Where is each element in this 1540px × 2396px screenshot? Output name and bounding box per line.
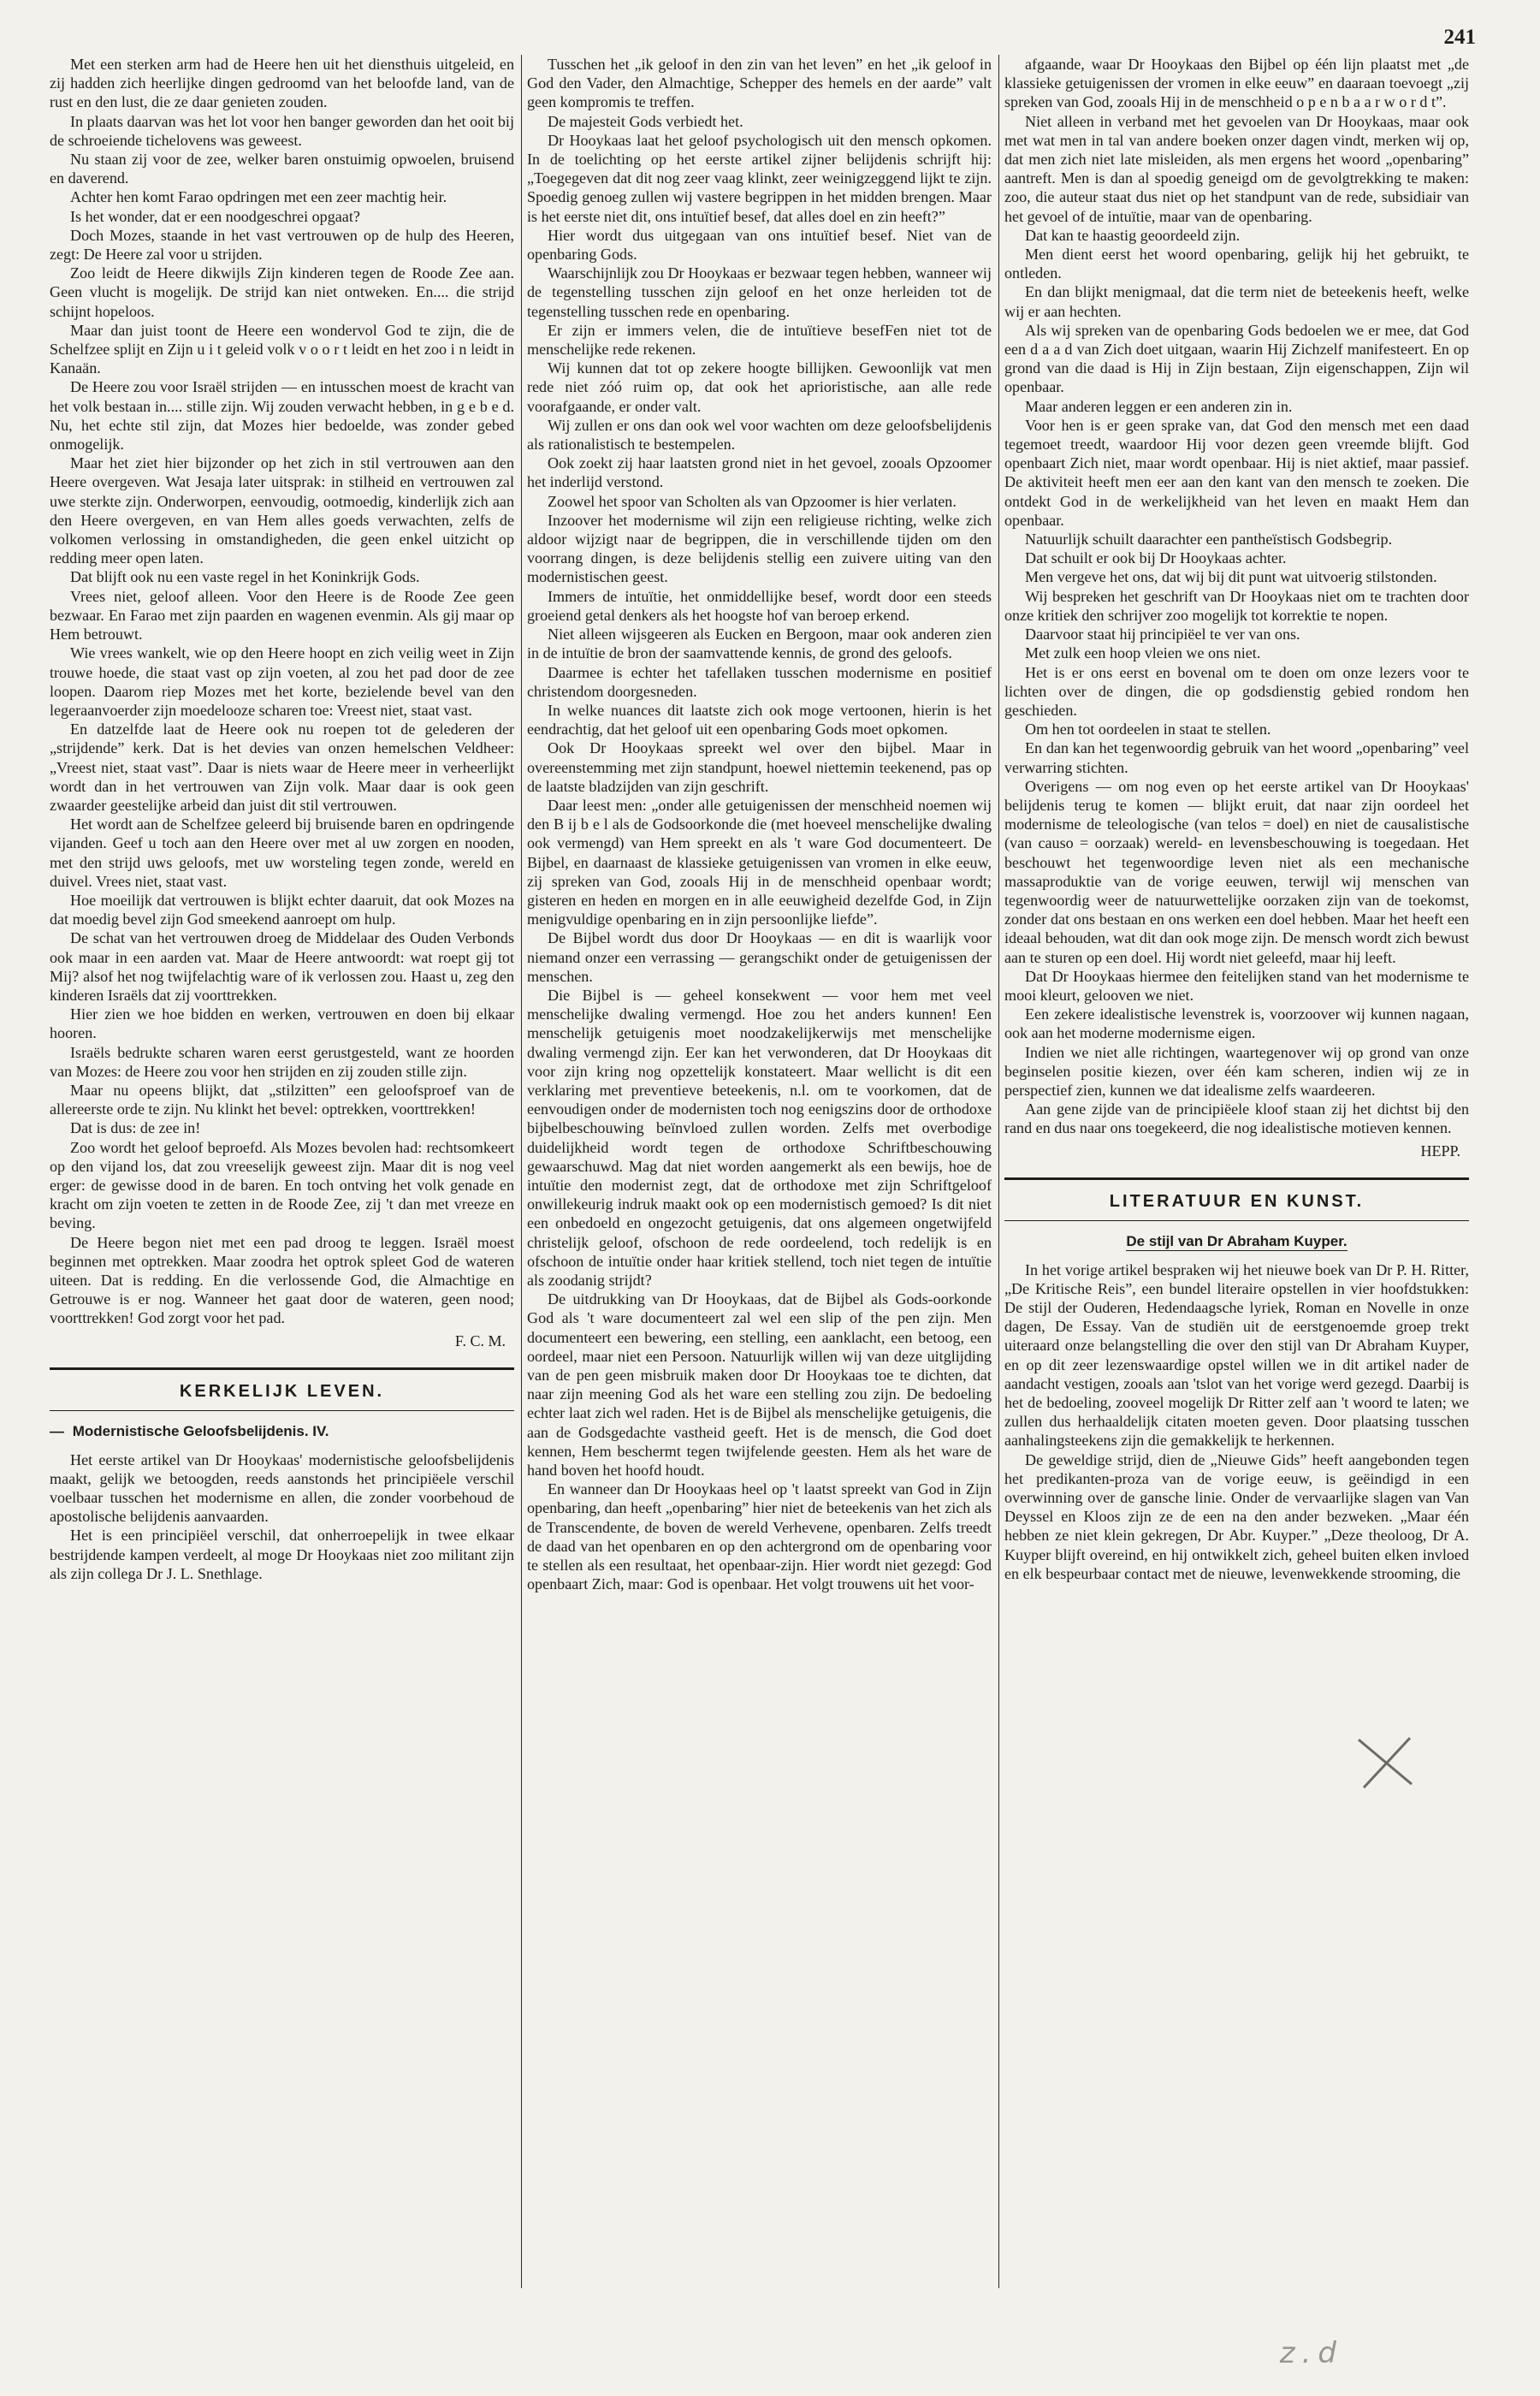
paragraph: Een zekere idealistische levenstrek is, voorzoover wij kunnen nagaan, ook aan het moderne modernisme eigen.	[1004, 1005, 1469, 1042]
sub-heading-text: De stijl van Dr Abraham Kuyper.	[1126, 1232, 1348, 1249]
paragraph: Dat kan te haastig geoordeeld zijn.	[1025, 226, 1241, 244]
paragraph: De Heere begon niet met een pad droog te leggen. Israël moest beginnen met optrekken. Maar zoodra het optrok spleet God de wateren uiteen. Dat is redding. En die verlossende God, die Almachtige en Getrouwe is er nog. Wanneer het gaat door de wateren, geen nood; voorttrekken! God zorgt voor het pad.	[50, 1233, 514, 1327]
paragraph: En dan kan het tegenwoordig gebruik van het woord „openbaring” veel verwarring stichten.	[1004, 739, 1469, 776]
paragraph: Wie vrees wankelt, wie op den Heere hoopt en zich veilig weet in Zijn trouwe hoede, die staat vast op zijn voeten, al zou het pad door de zee loopen. Daarom riep Mozes met het korte, bezielende bevel van den legeraanvoerder zijn moedelooze scharen toe: Vreest niet, staat vast.	[50, 644, 514, 719]
paragraph: Doch Mozes, staande in het vast vertrouwen op de hulp des Heeren, zegt: De Heere zal voor u strijden.	[50, 226, 514, 264]
paragraph: Men vergeve het ons, dat wij bij dit punt wat uitvoerig stilstonden.	[1025, 568, 1437, 586]
paragraph: Immers de intuïtie, het onmiddellijke besef, wordt door een steeds groeiend getal denkers als het hoogste hof van beroep erkend.	[527, 587, 992, 624]
paragraph: Hier zien we hoe bidden en werken, vertrouwen en doen bij elkaar hooren.	[50, 1005, 514, 1042]
margin-note: z.d	[1279, 2336, 1343, 2370]
paragraph: De Bijbel wordt dus door Dr Hooykaas — en dit is waarlijk voor niemand onzer een verrassing — gerangschikt onder de getuigenissen der menschen.	[527, 929, 992, 985]
paragraph: Hier wordt dus uitgegaan van ons intuïtief besef. Niet van de openbaring Gods.	[527, 226, 992, 264]
paragraph: Maar het ziet hier bijzonder op het zich in stil vertrouwen aan den Heere overgeven. Wat Jesaja later uitsprak: in stilheid en vertrouwen zal uwe sterkte zijn. Onderworpen, eenvoudig, ootmoedig, kinderlijk zich aan den Heere overgeven, en van Hem alles goeds verwachten, zelfs de volkomen verlossing in omstandigheden, die geen enkel uitzicht op redding meer open laten.	[50, 454, 514, 567]
page-number: 241	[1443, 26, 1476, 49]
paragraph: Wij zullen er ons dan ook wel voor wachten om deze geloofsbelijdenis als rationalistisch te bestempelen.	[527, 416, 992, 454]
paragraph: Het wordt aan de Schelfzee geleerd bij bruisende baren en opdringende vijanden. Geef u toch aan den Heere over met al uw zorgen en nooden, met den strijd uws geloofs, met uw worsteling tegen zonde, wereld en duivel. Vrees niet, staat vast.	[50, 815, 514, 890]
paragraph: Hoe moeilijk dat vertrouwen is blijkt echter daaruit, dat ook Mozes na dat moedig bevel zijn God smeekend aanroept om hulp.	[50, 891, 514, 928]
paragraph: Er zijn er immers velen, die de intuïtieve besefFen niet tot de menschelijke rede rekenen.	[527, 321, 992, 359]
paragraph: Israëls bedrukte scharen waren eerst gerustgesteld, want ze hoorden van Mozes: de Heere zou voor hen strijden en zij zouden stille zijn.	[50, 1043, 514, 1080]
section-rule-thin	[50, 1410, 514, 1411]
column-3	[1004, 55, 1469, 2348]
column-3-paragraphs	[1004, 55, 1469, 1138]
paragraph: Zoo leidt de Heere dikwijls Zijn kinderen tegen de Roode Zee aan. Geen vlucht is mogelijk. De strijd kan niet ontweken. En.... die strijd schijnt hopeloos.	[50, 264, 514, 320]
paragraph: Nu staan zij voor de zee, welker baren onstuimig opwoelen, bruisend en daverend.	[50, 151, 514, 187]
column-1	[50, 55, 514, 2348]
column-2-paragraphs	[527, 55, 992, 1593]
paragraph: Om hen tot oordeelen in staat te stellen.	[1025, 721, 1271, 738]
paragraph: Daarvoor staat hij principiëel te ver van ons.	[1025, 626, 1300, 643]
section-rule	[1004, 1177, 1469, 1180]
column-2	[527, 55, 992, 2348]
paragraph: Met een sterken arm had de Heere hen uit het diensthuis uitgeleid, en zij hadden zich heerlijke dingen gedroomd van het beloofde land, van de rust en den lust, die ze daar genieten zouden.	[50, 56, 514, 111]
paragraph: Achter hen komt Farao opdringen met een zeer machtig heir.	[70, 188, 447, 206]
paragraph: Het eerste artikel van Dr Hooykaas' modernistische geloofsbelijdenis maakt, gelijk we betoogden, reeds aanstonds het principiëele verschil voelbaar tusschen het modernisme en allen, die zonder voorbehoud de apostolische belijdenis aanvaarden.	[50, 1450, 514, 1526]
paragraph: De majesteit Gods verbiedt het.	[548, 112, 743, 130]
sub-heading-text: Modernistische Geloofsbelijdenis. IV.	[72, 1422, 329, 1439]
column-1-paragraphs	[50, 55, 514, 1328]
paragraph: En dan blijkt menigmaal, dat die term niet de beteekenis heeft, welke wij er aan hechten.	[1004, 283, 1469, 320]
paragraph: En datzelfde laat de Heere ook nu roepen tot de gelederen der „strijdende” kerk. Dat is het devies van onzen hemelschen Veldheer: „Vreest niet, staat vast”. Daar is niets waar de Heere meer in verheerlijkt wordt dan in het vertrouwen van Zijn volk. Maar daar is ook geen zwaarder geestelijke arbeid dan juist dit stil vertrouwen.	[50, 721, 514, 814]
paragraph: In welke nuances dit laatste zich ook moge vertoonen, hierin is het eendrachtig, dat het geloof uit een openbaring Gods moet opkomen.	[527, 701, 992, 738]
paragraph: Wij kunnen dat tot op zekere hoogte billijken. Gewoonlijk vat men rede niet zóó ruim op, dat ook het aprioristische, aan alle rede voorafgaande, er onder valt.	[527, 359, 992, 415]
paragraph: Ook zoekt zij haar laatsten grond niet in het gevoel, zooals Opzoomer het inderlijd verstond.	[527, 454, 992, 491]
paragraph: Wij bespreken het geschrift van Dr Hooykaas niet om te trachten door onze kritiek den schrijver zoo mogelijk tot korrektie te nopen.	[1004, 587, 1469, 624]
paragraph: Aan gene zijde van de principiëele kloof staan zij het dichtst bij den rand en dus naar ons toegekeerd, die nog idealistische motieven kennen.	[1004, 1100, 1469, 1137]
paragraph: Met zulk een hoop vleien we ons niet.	[1025, 644, 1261, 662]
paragraph: Inzoover het modernisme wil zijn een religieuse richting, welke zich aldoor wijzigt naar de begrippen, die in verschillende tijden om den voorrang dingen, is deze belijdenis stellig een zuivere uiting van den modernistischen geest.	[527, 511, 992, 586]
paragraph: In het vorige artikel bespraken wij het nieuwe boek van Dr P. H. Ritter, „De Kritische Reis”, een bundel literaire opstellen in vier hoofdstukken: De stijl der Ouderen, Hedendaagsche lyriek, Roman en Novelle in onze dagen, De Essay. Van de studiën uit de eerstgenoemde groep trekt uiteraard onze belangstelling die over den stijl van Dr Abraham Kuyper, en op dit zeer lezenswaardige opstel willen we in dit artikel nader de aandacht vestigen, zooals aan 'tslot van het vorige werd gezegd. Daarbij is het de bedoeling, zooveel mogelijk Dr Ritter zelf aan 't woord te laten; we zullen dus herhaaldelijk citaten moeten geven. Door plaatsing tusschen aanhalingsteekens zijn die gemakkelijk te herkennen.	[1004, 1260, 1469, 1450]
section-rule-thin	[1004, 1220, 1469, 1221]
paragraph: Maar nu opeens blijkt, dat „stilzitten” een geloofsproef van de allereerste orde te zijn. Nu klinkt het bevel: optrekken, voorttrekken!	[50, 1081, 514, 1118]
paragraph: Daar leest men: „onder alle getuigenissen der menschheid noemen wij den B ij b e l als de Godsoorkonde die (met hoeveel menschelijke dwaling ook vermengd) van Hem spreekt en als 't ware God documenteert. De Bijbel, en daarnaast de klassieke getuigenissen van vromen in elke eeuw, zij spreken van God, zooals Hij in de menschheid openbaar wordt; gisteren en heden en morgen en in alle eeuwigheid dezelfde God, in Zijn menigvuldige openbaring en in zijn persoonlijke liefde”.	[527, 796, 992, 928]
paragraph: De Heere zou voor Israël strijden — en intusschen moest de kracht van het volk bestaan in.... stille zijn. Wij zouden verwacht hebben, in g e b e d. Nu, het echte stil zijn, dat Mozes hier bedoelde, was zonder gebed onmogelijk.	[50, 378, 514, 454]
paragraph: Dat is dus: de zee in!	[70, 1119, 201, 1137]
paragraph: Niet alleen in verband met het gevoelen van Dr Hooykaas, maar ook met wat men in tal van andere boeken onzer dagen vindt, merken wij op, dat men zich niet late misleiden, als men ergens het woord „openbaring” aantreft. Men is dan al spoedig geneigd om de gevolgtrekking te maken: zoo, die auteur staat dus niet op het standpunt van de rede, subsidiair van het gevoel of de intuïtie, maar van de openbaring.	[1004, 112, 1469, 225]
sub-heading-geloofsbelijdenis	[50, 1423, 514, 1440]
paragraph: Daarmee is echter het tafellaken tusschen modernisme en positief christendom doorgesneden.	[527, 663, 992, 700]
paragraph: De geweldige strijd, dien de „Nieuwe Gids” heeft aangebonden tegen het predikanten-proza van de vorige eeuw, is geëindigd in een overwinning over de gansche linie. Onder de vervaarlijke slagen van Van Deyssel en Kloos zijn ze de een na den ander bezweken. „Maar één hebben ze niet klein gekregen, Dr Abr. Kuyper.” „Deze theoloog, Dr A. Kuyper blijft overeind, en hij ontwikkelt zich, geheel buiten elken invloed en elk bespeurbaar contact met de nieuwe, levenwekkende strooming, die	[1004, 1450, 1469, 1582]
paragraph: Overigens — om nog even op het eerste artikel van Dr Hooykaas' belijdenis terug te komen — blijkt eruit, dat naar zijn oordeel het modernisme de teleologische (van telos = doel) en niet de causalistische (van causo = oorzaak) wereld- en levensbeschouwing is toegedaan. Het beschouwt het tegenwoordige leven niet als een mechanische massaproduktie van de vorige eeuwen, terwijl wij menschen van tegenwoordig weer de natuurwettelijke oorzaken zijn van de toekomst, zonder dat ons bestaan en ons werken een doel hebben. Maar het heeft een ideaal behouden, wat dit dan ook moge zijn. De mensch wordt zich bewust aan te sturen op een doel. Hij wordt niet geleefd, maar hij leeft.	[1004, 777, 1469, 966]
paragraph: Dat Dr Hooykaas hiermee den feitelijken stand van het modernisme te mooi kleurt, gelooven we niet.	[1004, 967, 1469, 1004]
paragraph: Maar anderen leggen er een anderen zin in.	[1025, 397, 1293, 415]
article-columns	[50, 55, 1470, 2348]
section-heading-kerkelijk-leven: KERKELIJK LEVEN.	[179, 1381, 385, 1401]
paragraph: Zoo wordt het geloof beproefd. Als Mozes bevolen had: rechtsomkeert op den vijand los, dat zou vreeselijk geweest zijn. Maar dit is nog veel erger: de gewisse dood in de baren. En toch ontving het volk genade en kracht om zijn voeten te zetten in de Roode Zee, zij 't dan met vreeze en beving.	[50, 1138, 514, 1232]
paragraph: Dat schuilt er ook bij Dr Hooykaas achter.	[1025, 549, 1287, 567]
sub-heading-stijl-kuyper	[1004, 1233, 1469, 1250]
author-signature: F. C. M.	[454, 1331, 506, 1349]
section-heading-literatuur-en-kunst: LITERATUUR EN KUNST.	[1109, 1191, 1365, 1211]
paragraph: In plaats daarvan was het lot voor hen banger geworden dan het ooit bij de schroeiende tichelovens was geweest.	[50, 112, 514, 149]
paragraph: Natuurlijk schuilt daarachter een pantheïstisch Godsbegrip.	[1025, 531, 1393, 549]
paragraph: afgaande, waar Dr Hooykaas den Bijbel op één lijn plaatst met „de klassieke getuigenissen der vromen in elke eeuw” en daaraan toevoegt „zij spreken van God, zooals Hij in de menschheid o p e n b a a r w o r d t”.	[1004, 56, 1469, 111]
author-signature: HEPP.	[1420, 1142, 1460, 1159]
paragraph: En wanneer dan Dr Hooykaas heel op 't laatst spreekt van God in Zijn openbaring, dan heeft „openbaring” hier niet de beteekenis van het zich als de Transcendente, de boven de wereld Verhevene, openbaren. Zelfs treedt de daad van het openbaren en op den achtergrond om de openbaring voor te stellen als een resultaat, het openbaar-zijn. Hier wordt niet gezegd: God openbaart Zich, maar: God is openbaar. Het volgt trouwens uit het voor-	[527, 1480, 992, 1593]
paragraph: Is het wonder, dat er een noodgeschrei opgaat?	[70, 207, 360, 225]
paragraph: De uitdrukking van Dr Hooykaas, dat de Bijbel als Gods-oorkonde God als 't ware documenteert zal wel een slip of the pen zijn. Men documenteert een bewering, een stelling, een aanklacht, een betoog, een oordeel, maar niet een Persoon. Natuurlijk willen wij van deze uitglijding van de pen geen misbruik maken door Dr Hooykaas toe te dichten, dat naar zijn meening God als het ware een stelling zou zijn. De bedoeling echter laat zich wel raden. Het is de Bijbel als menschelijke getuigenis, die aan de Godsgedachte vastheid geeft. Het is de mensch, die God doet kennen, Hem beschermt tegen twijfelende geesten. Hem als het ware de hand boven het hoofd houdt.	[527, 1290, 992, 1480]
paragraph: Die Bijbel is — geheel konsekwent — voor hem met veel menschelijke dwaling vermengd. Hoe zou het anders kunnen! Een menschelijk getuigenis moet noodzakelijkerwijs met menschelijke dwaling vermengd zijn. Eer kan het verwonderen, dat Dr Hooykaas dit voor zijn kring nog opzettelijk konstateert. Maar wellicht is dit een verklaring met preventieve beteekenis, n.l. om te voorkomen, dat de eenvoudigen onder de modernisten toch nog eenigszins door de orthodoxe bijbelbeschouwing beïnvloed zullen worden. Zelfs met overbodige duidelijkheid wordt tegen de orthodoxe Schriftbeschouwing gewaarschuwd. Mag dat niet worden aangemerkt als een bewijs, hoe de intuïtie den modernist zegt, dat de orthodoxe met zijn Schriftgeloof onwillekeurig indruk maakt ook op een modernistisch gemoed? Is dit niet een onbedoeld en ongezocht getuigenis, dat ons algemeen ongetwijfeld christelijk geloof, ofschoon de rede oordeelend, toch redelijk is en ofschoon de intuïtie onder haar kritiek stellend, toch niet tegen de intuïtie als zoodanig strijdt?	[527, 986, 992, 1289]
paragraph: Voor hen is er geen sprake van, dat God den mensch met een daad tegemoet treedt, waardoor Hij voor dezen geen vreemde blijft. God openbaart Zich niet, maar wordt openbaar. Hij is niet aktief, maar passief. De aktiviteit heeft men eer aan den kant van den mensch te zoeken. Die ontdekt God in de werkelijkheid van het leven en maakt Hem dan openbaar.	[1004, 416, 1469, 529]
paragraph: Maar dan juist toont de Heere een wondervol God te zijn, die de Schelfzee splijt en Zijn u i t geleid volk v o o r t leidt en het zoo i n leidt in Kanaän.	[50, 321, 514, 377]
paragraph: Dat blijft ook nu een vaste regel in het Koninkrijk Gods.	[70, 568, 420, 586]
paragraph: Dr Hooykaas laat het geloof psychologisch uit den mensch opkomen. In de toelichting op het eerste artikel zijner belijdenis schrijft hij: „Toegegeven dat dit nog zeer vaag klinkt, zeer weinigzeggend lijkt te zijn. Spoedig genoeg zullen wij vastere begrippen in het midden brengen. Maar is het eerste niet dit, ons intuïtief besef, dat alles doel en zin heeft?”	[527, 131, 992, 225]
paragraph: Zoowel het spoor van Scholten als van Opzoomer is hier verlaten.	[548, 492, 957, 510]
section-rule	[50, 1367, 514, 1370]
section-paragraphs	[1004, 1260, 1469, 1583]
pencil-mark-icon	[1352, 1733, 1420, 1793]
section-paragraphs	[50, 1450, 514, 1583]
paragraph: Men dient eerst het woord openbaring, gelijk hij het gebruikt, te ontleden.	[1004, 246, 1469, 282]
paragraph: Het is een principiëel verschil, dat onherroepelijk in twee elkaar bestrijdende kampen verdeelt, al moge Dr Hooykaas niet zoo militant zijn als zijn collega Dr J. L. Snethlage.	[50, 1527, 514, 1582]
paragraph: Niet alleen wijsgeeren als Eucken en Bergoon, maar ook anderen zien in de intuïtie de bron der saamvattende kennis, de grond des geloofs.	[527, 626, 992, 662]
paragraph: Ook Dr Hooykaas spreekt wel over den bijbel. Maar in overeenstemming met zijn standpunt, hoewel niettemin teekenend, pas op de laatste bladzijden van zijn geschrift.	[527, 739, 992, 795]
paragraph: Indien we niet alle richtingen, waartegenover wij op grond van onze beginselen positie kiezen, over één kam scheren, indien wij ze in perspectief zien, kunnen we dat idealisme zelfs waardeeren.	[1004, 1043, 1469, 1099]
paragraph: Tusschen het „ik geloof in den zin van het leven” en het „ik geloof in God den Vader, den Almachtige, Schepper des hemels en der aarde” valt geen kompromis te treffen.	[527, 56, 992, 111]
paragraph: Waarschijnlijk zou Dr Hooykaas er bezwaar tegen hebben, wanneer wij de tegenstelling tusschen zijn geloof en het onze herleiden tot de tegenstelling tusschen rede en openbaring.	[527, 264, 992, 320]
paragraph: Vrees niet, geloof alleen. Voor den Heere is de Roode Zee geen bezwaar. En Farao met zijn paarden en wagenen evenmin. Als gij maar op Hem betrouwt.	[50, 587, 514, 643]
paragraph: De schat van het vertrouwen droeg de Middelaar des Ouden Verbonds ook maar in een aarden vat. Maar de Heere antwoordt: wat roept gij tot Mij? alsof het nog twijfelachtig ware of ik verlossen zou. Haast u, zeg den kinderen Israëls dat zij voorttrekken.	[50, 929, 514, 1004]
dash-marker: —	[50, 1422, 63, 1439]
paragraph: Het is er ons eerst en bovenal om te doen om onze lezers voor te lichten over de dingen, die op godsdienstig gebied rondom hen geschieden.	[1004, 663, 1469, 719]
paragraph: Als wij spreken van de openbaring Gods bedoelen we er mee, dat God een d a a d van Zich doet uitgaan, waarin Hij Zichzelf manifesteert. En op grond van die daad is Hij in Zijn bestaan, Zijn eigenschappen, Zijn wil openbaar.	[1004, 321, 1469, 396]
